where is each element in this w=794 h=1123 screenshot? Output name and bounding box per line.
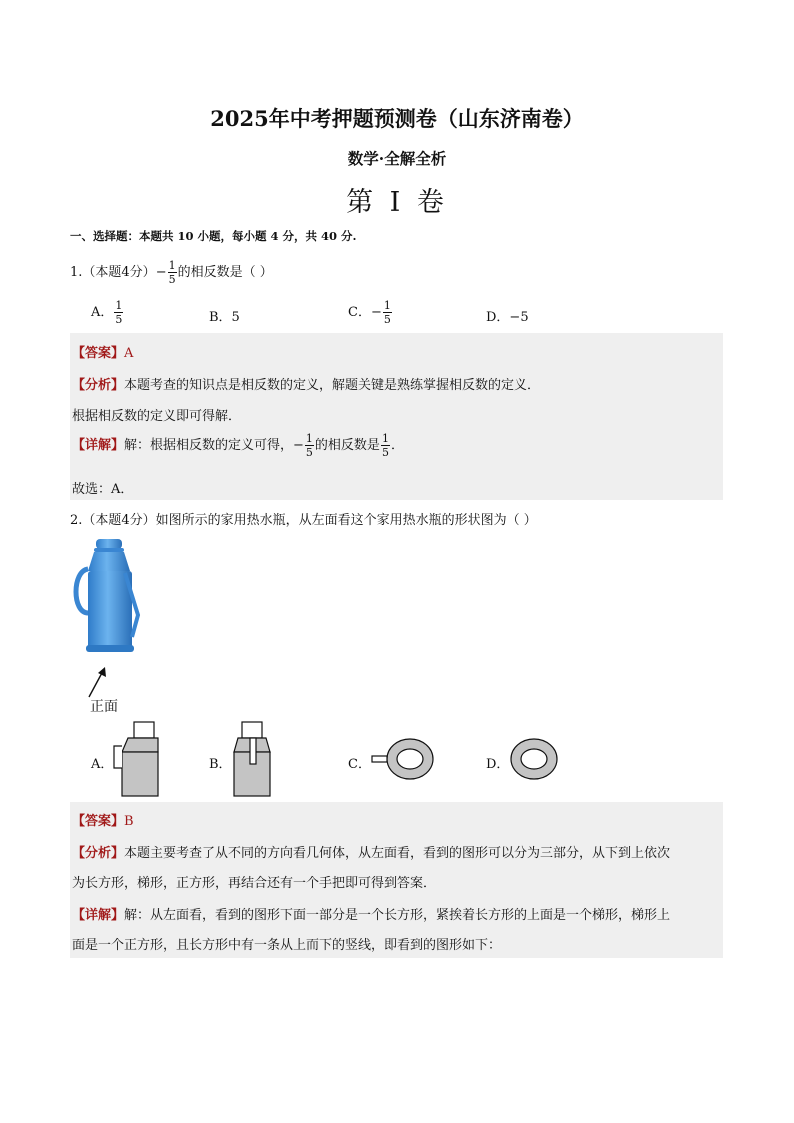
q1-detail-end: ． bbox=[390, 438, 404, 453]
q1-frac-num: 1 bbox=[168, 259, 176, 272]
q1-detail-mid: 的相反数是 bbox=[314, 438, 380, 453]
q2-option-b-label: B． bbox=[209, 757, 232, 772]
q1-stem-suffix: 的相反数是（ ） bbox=[177, 265, 273, 280]
q1-option-a-label: A． bbox=[91, 305, 114, 320]
q1-detail-prefix: 解：根据相反数的定义可得，− bbox=[124, 438, 304, 453]
q1-option-c-fraction bbox=[383, 300, 392, 325]
q2-option-a-label: A． bbox=[91, 757, 114, 772]
q2-stem: 2.（本题4分）如图所示的家用热水瓶，从左面看这个家用热水瓶的形状图为（ ） bbox=[70, 513, 537, 528]
q1-conclusion: 故选：A． bbox=[72, 482, 134, 497]
q1-option-a bbox=[91, 300, 124, 325]
q1-detail-fraction bbox=[305, 433, 314, 458]
q1-detail-fraction2 bbox=[381, 433, 390, 458]
q2-detail-line2: 面是一个正方形，且长方形中有一条从上而下的竖线，即看到的图形如下： bbox=[72, 938, 502, 953]
q1-fraction bbox=[168, 260, 177, 285]
volume-heading: 第 I 卷 bbox=[346, 187, 448, 218]
q2-answer bbox=[72, 810, 134, 829]
thermos-bottle-image bbox=[70, 535, 150, 660]
q1-option-c bbox=[348, 300, 393, 325]
q2-option-d-figure bbox=[508, 736, 560, 782]
q2-analysis bbox=[72, 842, 670, 861]
q1-analysis bbox=[72, 374, 540, 393]
q1-answer-label: 【答案】 bbox=[72, 346, 125, 361]
q2-option-b-figure bbox=[228, 720, 274, 800]
section-heading: 一、选择题：本题共 10 小题，每小题 4 分，共 40 分. bbox=[70, 229, 357, 243]
q1-frac-den: 5 bbox=[168, 273, 176, 286]
q1-minus: − bbox=[155, 265, 167, 280]
q2-detail-label: 【详解】 bbox=[72, 908, 125, 923]
q1-stem bbox=[70, 260, 273, 285]
q2-option-a-figure bbox=[112, 720, 164, 800]
q1-analysis-line2: 根据相反数的定义即可得解． bbox=[72, 409, 242, 424]
q1-option-b: B．5 bbox=[209, 310, 240, 325]
q1-option-c-label: C．− bbox=[348, 305, 382, 320]
q1-answer-value: A bbox=[124, 346, 134, 361]
q2-detail bbox=[72, 904, 670, 923]
q1-prefix: 1.（本题4分） bbox=[70, 265, 156, 280]
q2-option-c-figure bbox=[370, 736, 436, 782]
q1-option-a-fraction bbox=[114, 300, 123, 325]
q1-analysis-label: 【分析】 bbox=[72, 378, 125, 393]
q2-option-d-label: D． bbox=[486, 757, 510, 772]
document-title: 2025年中考押题预测卷（山东济南卷） bbox=[210, 106, 584, 131]
q1-detail-den: 5 bbox=[305, 446, 313, 459]
front-arrow-icon bbox=[85, 665, 111, 699]
q1-detail-label: 【详解】 bbox=[72, 438, 125, 453]
document-subtitle: 数学·全解全析 bbox=[347, 149, 447, 168]
q1-option-c-den: 5 bbox=[383, 313, 391, 326]
q2-analysis-label: 【分析】 bbox=[72, 846, 125, 861]
q1-option-c-num: 1 bbox=[383, 299, 391, 312]
q1-detail-num: 1 bbox=[305, 432, 313, 445]
q1-detail-num2: 1 bbox=[381, 432, 389, 445]
q1-answer bbox=[72, 342, 133, 361]
q2-detail-text: 解：从左面看，看到的图形下面一部分是一个长方形，紧挨着长方形的上面是一个梯形，梯形上 bbox=[124, 908, 671, 923]
q2-analysis-line2: 为长方形，梯形，正方形，再结合还有一个手把即可得到答案． bbox=[72, 876, 437, 891]
q2-answer-value: B bbox=[124, 814, 134, 829]
front-label: 正面 bbox=[90, 699, 118, 715]
q2-answer-label: 【答案】 bbox=[72, 814, 125, 829]
q1-detail bbox=[72, 433, 404, 458]
q1-option-a-num: 1 bbox=[115, 299, 123, 312]
q1-option-d: D．−5 bbox=[486, 310, 529, 325]
q1-option-a-den: 5 bbox=[115, 313, 123, 326]
q2-analysis-text: 本题主要考查了从不同的方向看几何体，从左面看，看到的图形可以分为三部分，从下到上依次 bbox=[124, 846, 671, 861]
q2-option-c-label: C． bbox=[348, 757, 371, 772]
q1-analysis-text: 本题考查的知识点是相反数的定义，解题关键是熟练掌握相反数的定义． bbox=[124, 378, 541, 393]
q1-detail-den2: 5 bbox=[381, 446, 389, 459]
